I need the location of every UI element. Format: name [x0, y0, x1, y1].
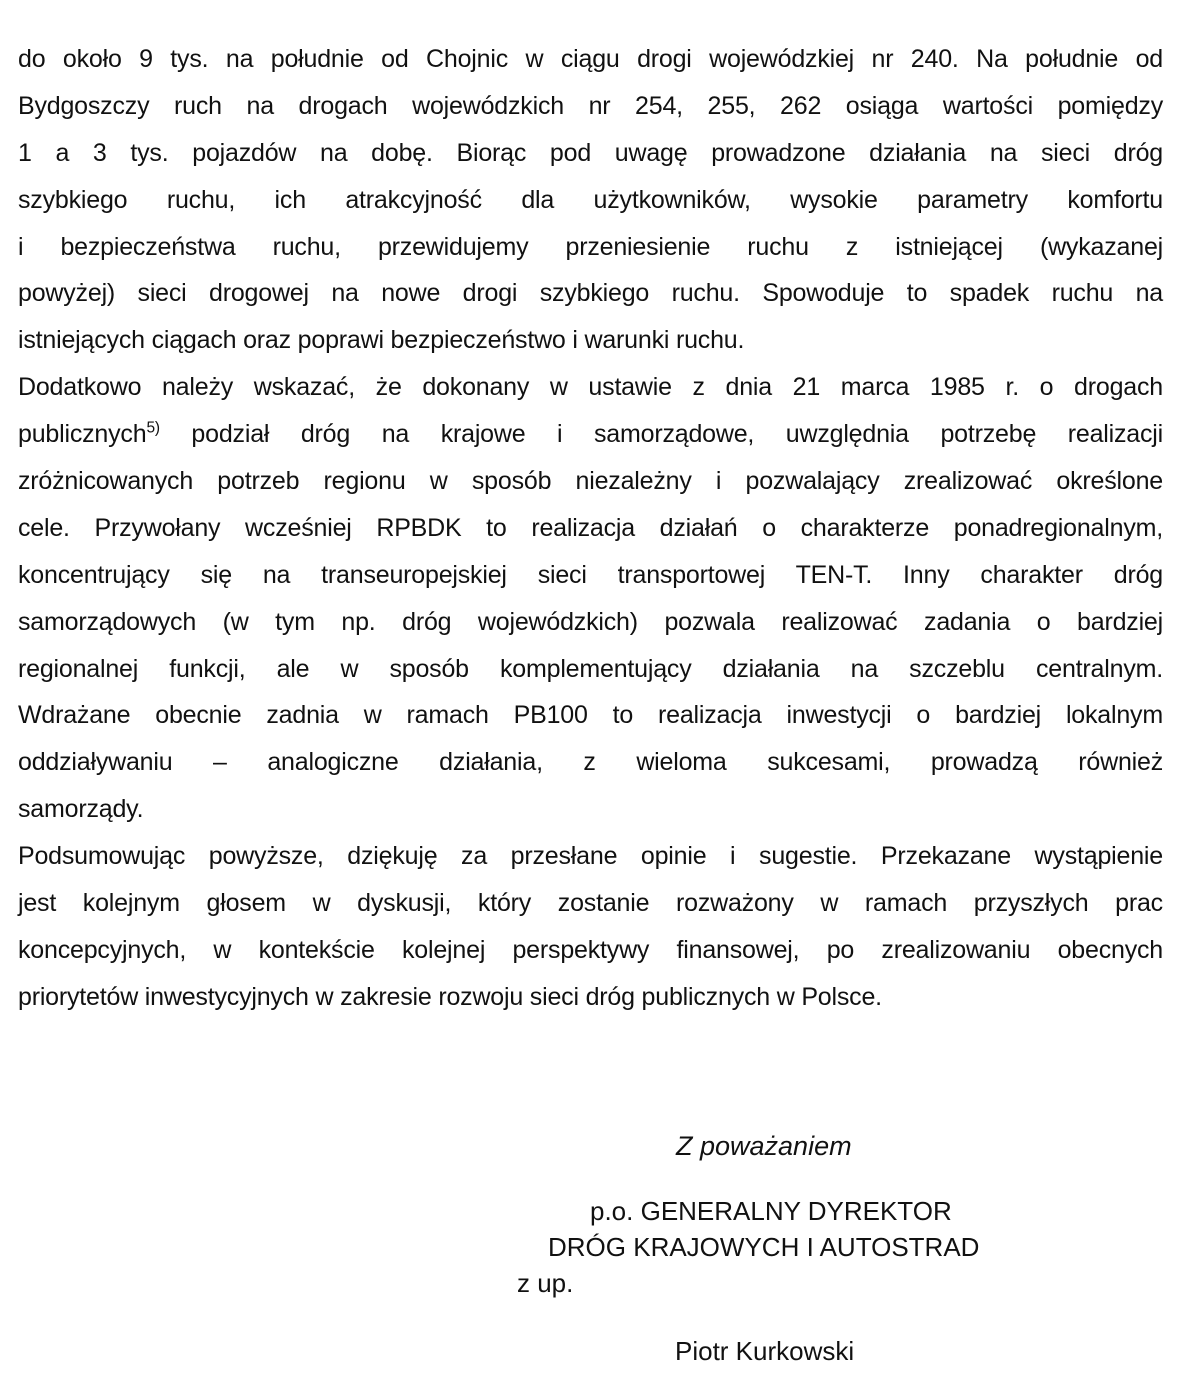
- body-line: [18, 833, 1163, 880]
- signature-title-line2: DRÓG KRAJOWYCH I AUTOSTRAD: [548, 1232, 980, 1262]
- body-line: [18, 552, 1163, 599]
- body-text-segment: podział dróg na krajowe i samorządowe, uwzględnia potrzebę realizacji: [159, 420, 1163, 449]
- body-line: [18, 692, 1163, 739]
- body-text-segment: do około 9 tys. na południe od Chojnic w ciągu drogi wojewódzkiej nr 240. Na południe od: [18, 45, 1163, 73]
- body-text-segment: szybkiego ruchu, ich atrakcyjność dla użytkowników, wysokie parametry komfortu: [18, 185, 1163, 214]
- body-text-segment: koncentrujący się na transeuropejskiej sieci transportowej TEN-T. Inny charakter dróg: [18, 560, 1163, 589]
- body-line: [18, 177, 1163, 224]
- body-text-segment: regionalnej funkcji, ale w sposób komplementujący działania na szczeblu centralnym.: [18, 654, 1163, 683]
- body-text-segment: 1 a 3 tys. pojazdów na dobę. Biorąc pod uwagę prowadzone działania na sieci dróg: [18, 138, 1163, 167]
- body-line: [18, 83, 1163, 130]
- body-line: [18, 974, 1163, 1021]
- body-text-segment: Wdrażane obecnie zadnia w ramach PB100 to realizacja inwestycji o bardziej lokalnym: [18, 701, 1163, 730]
- body-line: [18, 36, 1163, 83]
- body-line: [18, 505, 1163, 552]
- signature-name: Piotr Kurkowski: [675, 1336, 855, 1366]
- footnote-marker: 5): [146, 419, 160, 437]
- body-line: [18, 411, 1163, 458]
- signature-closing: Z poważaniem: [676, 1131, 852, 1161]
- body-text-segment: cele. Przywołany wcześniej RPBDK to realizacja działań o charakterze ponadregionalnym,: [18, 513, 1163, 542]
- body-text-segment: koncepcyjnych, w kontekście kolejnej perspektywy finansowej, po zrealizowaniu obecnych: [18, 935, 1163, 964]
- body-text-segment: priorytetów inwestycyjnych w zakresie rozwoju sieci dróg publicznych w Polsce.: [18, 982, 882, 1011]
- body-line: [18, 364, 1163, 411]
- body-text-segment: jest kolejnym głosem w dyskusji, który zostanie rozważony w ramach przyszłych prac: [18, 889, 1163, 918]
- body-text-segment: Bydgoszczy ruch na drogach wojewódzkich nr 254, 255, 262 osiąga wartości pomiędzy: [18, 91, 1163, 120]
- body-line: [18, 880, 1163, 927]
- body-text-segment: powyżej) sieci drogowej na nowe drogi szybkiego ruchu. Spowoduje to spadek ruchu na: [18, 279, 1163, 308]
- body-text-segment: zróżnicowanych potrzeb regionu w sposób niezależny i pozwalający zrealizować określone: [18, 467, 1163, 496]
- body-line: [18, 458, 1163, 505]
- body-text-segment: Podsumowując powyższe, dziękuję za przesłane opinie i sugestie. Przekazane wystąpienie: [18, 842, 1163, 871]
- body-text-segment: samorządowych (w tym np. dróg wojewódzkich) pozwala realizować zadania o bardziej: [18, 607, 1163, 636]
- body-line: [18, 599, 1163, 646]
- body-line: [18, 927, 1163, 974]
- body-text-segment: istniejących ciągach oraz poprawi bezpieczeństwo i warunki ruchu.: [18, 326, 745, 355]
- body-line: [18, 739, 1163, 786]
- body-text-segment: i bezpieczeństwa ruchu, przewidujemy przeniesienie ruchu z istniejącej (wykazanej: [18, 232, 1163, 261]
- body-line: [18, 130, 1163, 177]
- body-text-segment: samorządy.: [18, 795, 144, 824]
- body-line: [18, 224, 1163, 271]
- body-text-segment: Dodatkowo należy wskazać, że dokonany w ustawie z dnia 21 marca 1985 r. o drogach: [18, 373, 1163, 402]
- body-text-segment: publicznych: [18, 420, 147, 449]
- letter-body: [18, 36, 1163, 1021]
- body-line: [18, 270, 1163, 317]
- signature-title-line1: p.o. GENERALNY DYREKTOR: [590, 1196, 952, 1226]
- body-line: [18, 317, 1163, 364]
- body-line: [18, 786, 1163, 833]
- body-line: [18, 646, 1163, 693]
- body-text-segment: oddziaływaniu – analogiczne działania, z wieloma sukcesami, prowadzą również: [18, 748, 1163, 777]
- signature-authorization: z up.: [517, 1268, 574, 1298]
